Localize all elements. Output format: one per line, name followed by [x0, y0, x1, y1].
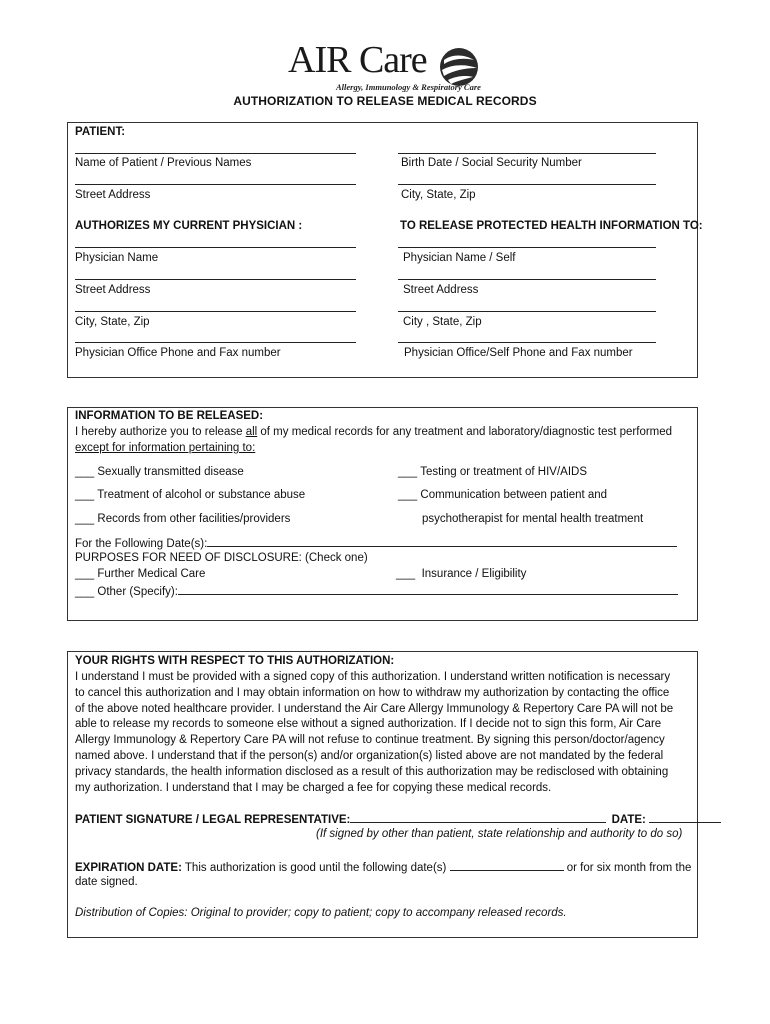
checkbox-blank[interactable]: ___ — [398, 489, 418, 501]
authorizes-heading: AUTHORIZES MY CURRENT PHYSICIAN : — [75, 220, 303, 232]
expiration-line2: date signed. — [75, 876, 138, 888]
rights-line: Allergy Immunology & Repertory Care PA will not refuse to continue treatment. By signing this person/doctor/agency — [75, 734, 665, 747]
checkbox-blank[interactable]: ___ — [396, 568, 416, 580]
logo-subtitle: Allergy, Immunology & Respiratory Care — [336, 82, 481, 92]
other-label: Other (Specify): — [97, 586, 178, 598]
checkbox-blank[interactable]: ___ — [398, 466, 418, 478]
checkbox-blank[interactable]: ___ — [75, 586, 95, 598]
page-title: AUTHORIZATION TO RELEASE MEDICAL RECORDS — [233, 94, 537, 108]
checkbox-blank[interactable]: ___ — [75, 489, 95, 501]
expiration-row[interactable] — [75, 860, 691, 874]
signature-line[interactable] — [350, 812, 606, 823]
physician-name-line[interactable] — [75, 247, 356, 248]
rights-line: of the above noted healthcare provider. I understand the Air Care Allergy Immunology & Repertory Care PA will not be — [75, 702, 674, 715]
recipient-city-label: City , State, Zip — [403, 316, 482, 328]
insurance-label: Insurance / Eligibility — [421, 568, 527, 580]
checkbox-blank[interactable]: ___ — [75, 513, 95, 525]
intro-all: all — [245, 426, 258, 438]
expiration-text: This authorization is good until the following date(s) — [181, 862, 450, 874]
patient-name-label: Name of Patient / Previous Names — [75, 157, 252, 169]
rights-line: I understand I must be provided with a signed copy of this authorization. I understand written notification is necessary — [75, 671, 671, 683]
physician-street-line[interactable] — [75, 279, 356, 280]
air-care-logo — [288, 39, 488, 96]
signature-label: PATIENT SIGNATURE / LEGAL REPRESENTATIVE: — [75, 814, 351, 826]
patient-name-line[interactable] — [75, 153, 356, 154]
check-std[interactable] — [75, 466, 244, 478]
dates-label: For the Following Date(s): — [75, 538, 208, 550]
hiv-label: Testing or treatment of HIV/AIDS — [420, 466, 588, 478]
recipient-phone-line[interactable] — [398, 342, 656, 343]
recipient-name-line[interactable] — [398, 247, 656, 248]
information-intro — [75, 426, 672, 438]
date-line[interactable] — [649, 812, 721, 823]
information-heading: INFORMATION TO BE RELEASED: — [75, 410, 264, 422]
expiration-label: EXPIRATION DATE: — [75, 862, 182, 874]
psychotherapist-label: psychotherapist for mental health treatment — [422, 513, 644, 525]
rights-paragraph — [75, 670, 690, 796]
date-label: DATE: — [611, 814, 646, 826]
physician-phone-line[interactable] — [75, 342, 356, 343]
recipient-street-line[interactable] — [398, 279, 656, 280]
logo-text: AIR Care — [288, 39, 427, 81]
recipient-street-label: Street Address — [403, 284, 479, 296]
std-label: Sexually transmitted disease — [97, 466, 244, 478]
physician-phone-label: Physician Office Phone and Fax number — [75, 347, 281, 359]
signature-note: (If signed by other than patient, state relationship and authority to do so) — [316, 828, 683, 840]
birth-date-line[interactable] — [398, 153, 656, 154]
rights-line: privacy standards, the health information disclosed as a result of this authorization may be redisclosed with obtaining — [75, 765, 669, 778]
rights-line: my authorization. I understand that I may be charged a fee for copying these medical records. — [75, 781, 552, 794]
patient-city-label: City, State, Zip — [401, 189, 476, 201]
check-hiv[interactable] — [398, 466, 587, 478]
physician-city-label: City, State, Zip — [75, 316, 150, 328]
other-line[interactable] — [178, 584, 678, 595]
physician-city-line[interactable] — [75, 311, 356, 312]
release-to-heading: TO RELEASE PROTECTED HEALTH INFORMATION TO: — [400, 220, 703, 232]
check-further-care[interactable] — [75, 568, 205, 580]
rights-line: able to release my records to someone else without a signed authorization. If I decide not to sign this form, Air Care — [75, 718, 662, 731]
check-other[interactable] — [75, 584, 678, 598]
patient-street-label: Street Address — [75, 189, 151, 201]
check-alcohol[interactable] — [75, 489, 305, 501]
dates-line[interactable] — [207, 536, 677, 547]
birth-date-label: Birth Date / Social Security Number — [401, 157, 582, 169]
checkbox-blank[interactable]: ___ — [75, 568, 95, 580]
check-insurance[interactable] — [396, 568, 526, 580]
dates-row[interactable] — [75, 536, 677, 550]
intro-text-before: I hereby authorize you to release — [75, 426, 246, 438]
further-care-label: Further Medical Care — [97, 568, 206, 580]
rights-heading: YOUR RIGHTS WITH RESPECT TO THIS AUTHORIZATION: — [75, 655, 395, 667]
alcohol-label: Treatment of alcohol or substance abuse — [97, 489, 306, 501]
physician-name-label: Physician Name — [75, 252, 159, 264]
rights-line: to cancel this authorization and I may obtain information on how to withdraw my authorization by contacting the office — [75, 686, 670, 699]
purposes-label: PURPOSES FOR NEED OF DISCLOSURE: (Check one) — [75, 552, 368, 564]
intro-text-after: of my medical records for any treatment and laboratory/diagnostic test performed — [257, 426, 673, 438]
recipient-phone-label: Physician Office/Self Phone and Fax number — [404, 347, 633, 359]
physician-street-label: Street Address — [75, 284, 151, 296]
patient-street-line[interactable] — [75, 184, 356, 185]
checkbox-blank[interactable]: ___ — [75, 466, 95, 478]
communication-label: Communication between patient and — [420, 489, 608, 501]
recipient-city-line[interactable] — [398, 311, 656, 312]
patient-city-line[interactable] — [398, 184, 656, 185]
recipient-name-label: Physician Name / Self — [403, 252, 516, 264]
check-communication[interactable] — [398, 489, 607, 501]
check-records[interactable] — [75, 513, 290, 525]
expiration-line[interactable] — [450, 860, 564, 871]
information-intro-line2: except for information pertaining to: — [75, 442, 256, 454]
rights-line: named above. I understand that if the person(s) and/or organization(s) listed above are not mandated by the federal — [75, 749, 664, 762]
patient-heading: PATIENT: — [75, 126, 126, 138]
expiration-tail: or for six month from the — [563, 862, 692, 874]
signature-row[interactable] — [75, 812, 721, 826]
records-label: Records from other facilities/providers — [97, 513, 291, 525]
distribution-note: Distribution of Copies: Original to provider; copy to patient; copy to accompany released records. — [75, 907, 567, 919]
